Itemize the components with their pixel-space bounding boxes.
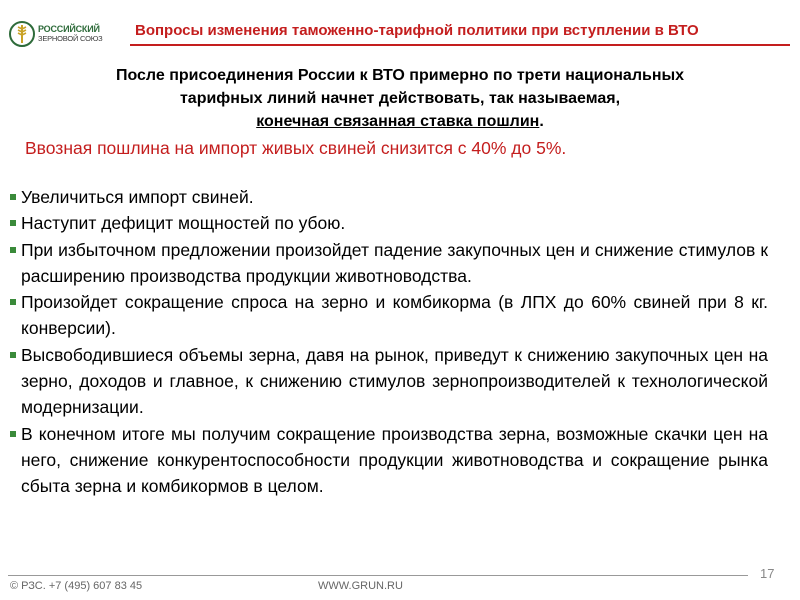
intro-underlined-term: конечная связанная ставка пошлин [256, 113, 540, 130]
intro-line-3-tail: . [539, 113, 544, 130]
list-item [10, 210, 768, 236]
list-item-text: Увеличиться импорт свиней. [21, 187, 254, 207]
bullet-icon [10, 247, 16, 253]
wheat-logo-icon [8, 20, 36, 48]
bullet-icon [10, 431, 16, 437]
logo-text [38, 24, 102, 44]
list-item [10, 421, 768, 500]
bullet-icon [10, 194, 16, 200]
header-divider [130, 44, 790, 46]
list-item [10, 342, 768, 421]
intro-line-2: тарифных линий начнет действовать, так называемая, [179, 90, 621, 107]
bullet-icon [10, 220, 16, 226]
list-item-text: Высвободившиеся объемы зерна, давя на рынок, приведут к снижению закупочных цен на зерно, доходов и главное, к снижению стимулов зернопроизводителей к технологической модернизации. [21, 344, 768, 418]
footer-copyright: © РЗС. +7 (495) 607 83 45 [10, 580, 143, 592]
slide-title: Вопросы изменения таможенно-тарифной политики при вступлении в ВТО [135, 22, 699, 39]
logo-line2: ЗЕРНОВОЙ СОЮЗ [38, 34, 103, 43]
list-item-text: Произойдет сокращение спроса на зерно и комбикорма (в ЛПХ до 60% свиней при 8 кг. конверсии). [21, 292, 768, 339]
highlight-statement: Ввозная пошлина на импорт живых свиней снизится с 40% до 5%. [25, 138, 567, 158]
bullet-list [10, 184, 768, 500]
bullet-icon [10, 299, 16, 305]
slide-header [0, 0, 800, 52]
logo [8, 20, 128, 50]
list-item [10, 237, 768, 290]
footer-website-link[interactable]: WWW.GRUN.RU [318, 580, 403, 592]
list-item-text: Наступит дефицит мощностей по убою. [21, 213, 346, 234]
list-item [10, 289, 768, 342]
list-item-text: При избыточном предложении произойдет падение закупочных цен и снижение стимулов к расширению производства продукции животноводства. [21, 239, 768, 286]
intro-line-3 [20, 110, 780, 133]
logo-line1: РОССИЙСКИЙ [38, 24, 100, 34]
bullet-icon [10, 352, 16, 358]
page-number: 17 [760, 566, 775, 581]
intro-line-1: После присоединения России к ВТО примерно по трети национальных [115, 67, 685, 84]
footer-divider [8, 575, 748, 576]
list-item [10, 184, 768, 210]
list-item-text: В конечном итоге мы получим сокращение производства зерна, возможные скачки цен на него, снижение конкурентоспособности продукции животноводства и сокращение рынка сбыта зерна и комбикормов в целом. [21, 423, 768, 497]
intro-paragraph [20, 64, 780, 133]
